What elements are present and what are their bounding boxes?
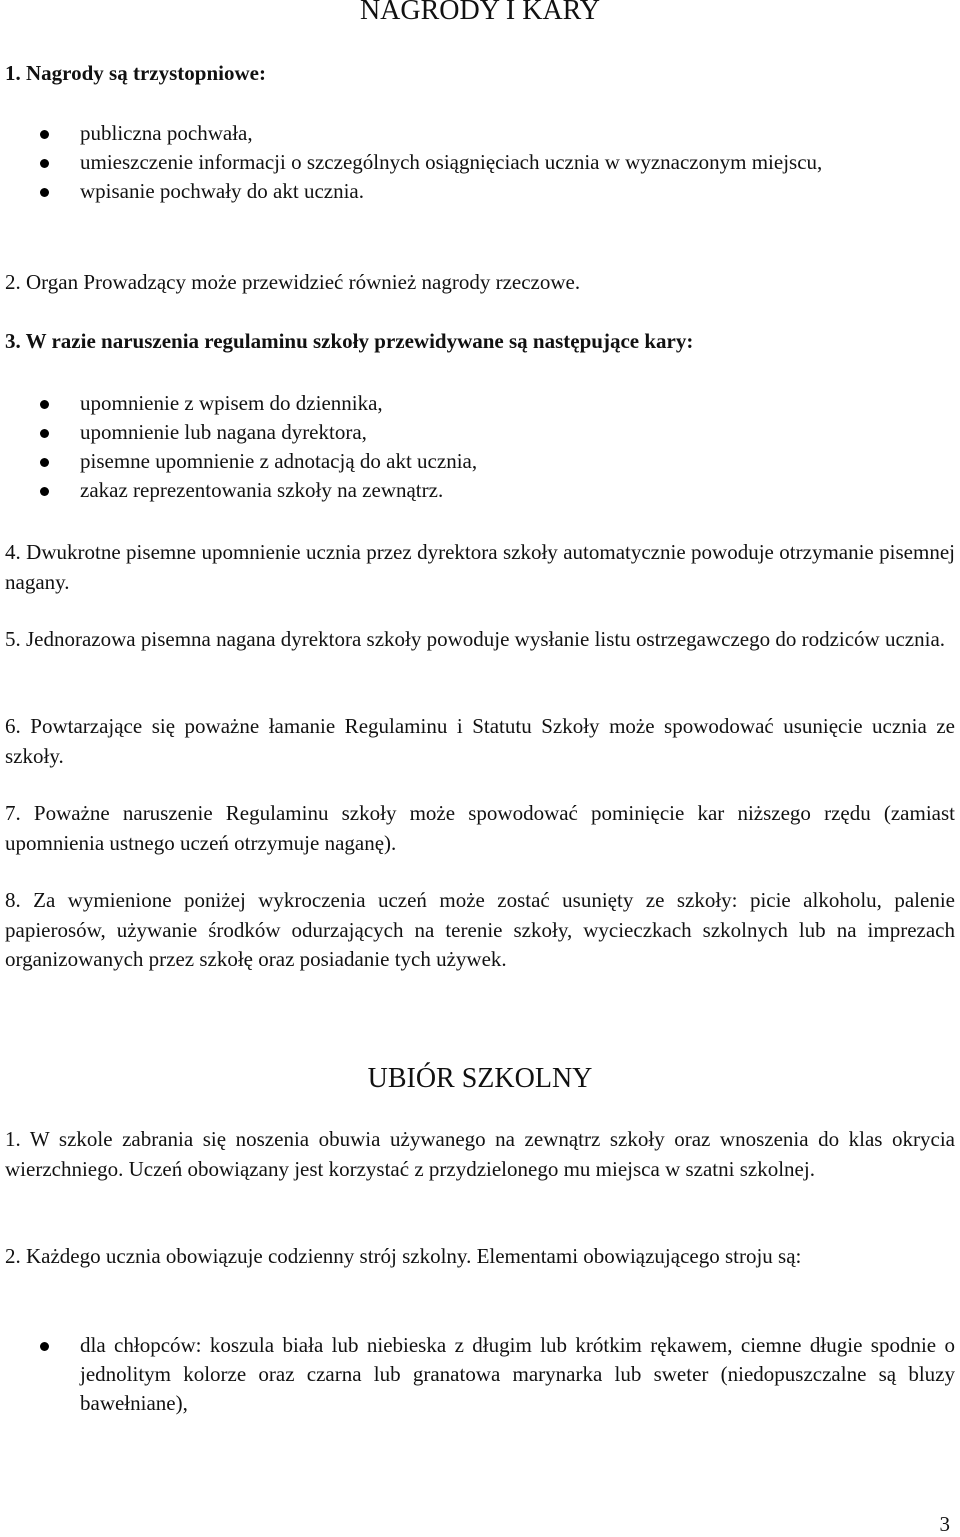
list-item: upomnienie lub nagana dyrektora, [0, 418, 960, 447]
list-item: umieszczenie informacji o szczególnych osiągnięciach ucznia w wyznaczonym miejscu, [0, 148, 960, 177]
paragraph-1: 1. Nagrody są trzystopniowe: [5, 61, 266, 85]
paragraph-6: 6. Powtarzające się poważne łamanie Regulaminu i Statutu Szkoły może spowodować usunięcie ucznia ze szkoły. [5, 714, 955, 768]
rewards-list [0, 119, 960, 206]
dress-paragraph-2: 2. Każdego ucznia obowiązuje codzienny strój szkolny. Elementami obowiązującego stroju są: [5, 1244, 802, 1268]
bullet-icon [40, 159, 49, 168]
list-item: wpisanie pochwały do akt ucznia. [0, 177, 960, 206]
section-title-dress-code: UBIÓR SZKOLNY [367, 1063, 593, 1094]
list-item: zakaz reprezentowania szkoły na zewnątrz. [0, 476, 960, 505]
penalties-list [0, 389, 960, 505]
paragraph-3: 3. W razie naruszenia regulaminu szkoły przewidywane są następujące kary: [5, 329, 694, 353]
paragraph-8: 8. Za wymienione poniżej wykroczenia uczeń może zostać usunięty ze szkoły: picie alkoholu, palenie papierosów, używanie środków odurzających na terenie szkoły, wycieczkach szkolnych lub na imprezach organizowanych przez szkołę oraz posiadanie tych używek. [5, 888, 955, 971]
bullet-icon [40, 458, 49, 467]
bullet-icon [40, 1342, 49, 1351]
paragraph-5: 5. Jednorazowa pisemna nagana dyrektora szkoły powoduje wysłanie listu ostrzegawczego do rodziców ucznia. [5, 627, 946, 651]
list-item: upomnienie z wpisem do dziennika, [0, 389, 960, 418]
bullet-icon [40, 487, 49, 496]
paragraph-4: 4. Dwukrotne pisemne upomnienie ucznia przez dyrektora szkoły automatycznie powoduje otrzymanie pisemnej nagany. [5, 540, 955, 594]
page-number: 3 [939, 1512, 950, 1536]
paragraph-7: 7. Poważne naruszenie Regulaminu szkoły może spowodować pominięcie kar niższego rzędu (zamiast upomnienia ustnego uczeń otrzymuje naganę). [5, 801, 955, 855]
dress-items-list [0, 1331, 960, 1418]
list-item: publiczna pochwała, [0, 119, 960, 148]
section-title-rewards: NAGRODY I KARY [359, 0, 601, 26]
bullet-icon [40, 130, 49, 139]
paragraph-2: 2. Organ Prowadzący może przewidzieć również nagrody rzeczowe. [5, 270, 581, 294]
list-item: pisemne upomnienie z adnotacją do akt ucznia, [0, 447, 960, 476]
bullet-icon [40, 400, 49, 409]
dress-paragraph-1: 1. W szkole zabrania się noszenia obuwia używanego na zewnątrz szkoły oraz wnoszenia do klas okrycia wierzchniego. Uczeń obowiązany jest korzystać z przydzielonego mu miejsca w szatni szkolnej. [5, 1127, 955, 1181]
bullet-icon [40, 188, 49, 197]
list-item: dla chłopców: koszula biała lub niebieska z długim lub krótkim rękawem, ciemne długie spodnie o jednolitym kolorze oraz czarna lub granatowa marynarka lub sweter (niedopuszczalne są bluzy bawełniane), [0, 1331, 960, 1418]
bullet-icon [40, 429, 49, 438]
